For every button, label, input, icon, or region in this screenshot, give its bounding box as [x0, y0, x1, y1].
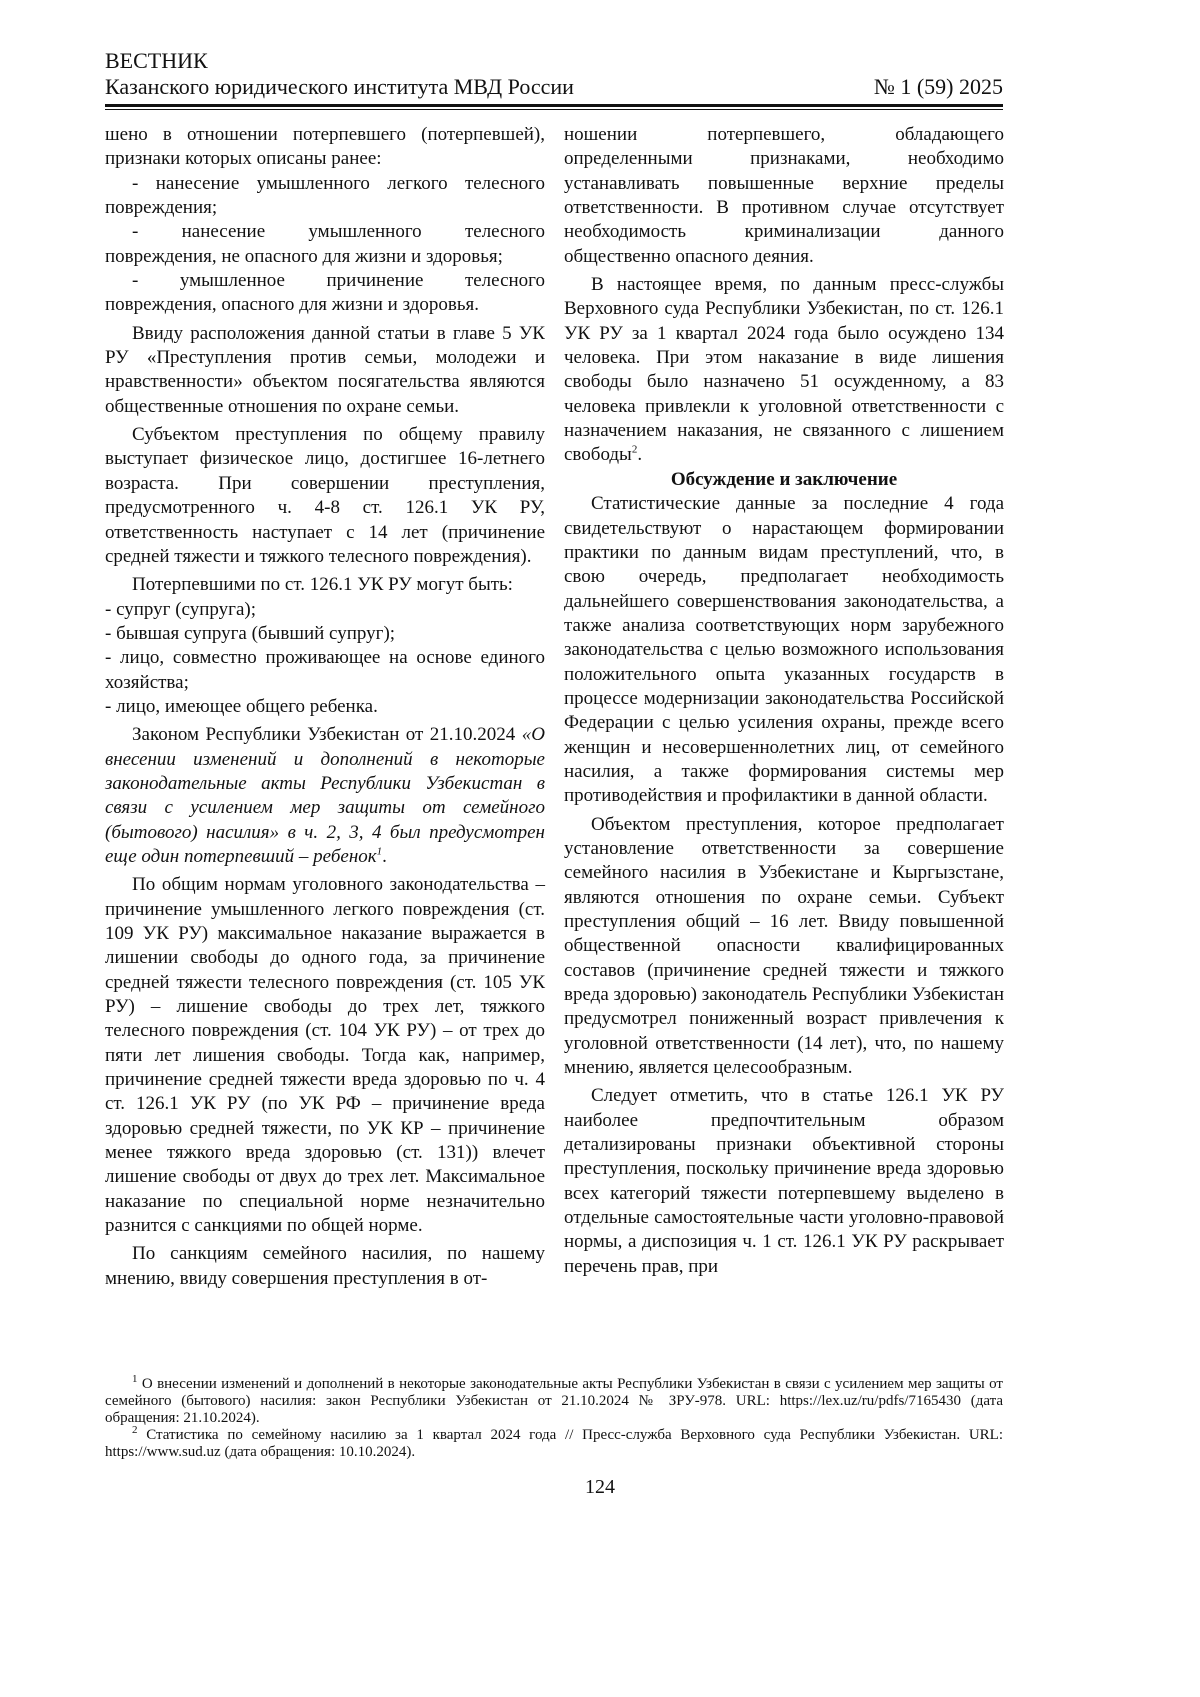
- law-title: «О внесении изменений и дополнений в некоторые законодательные акты Республики Узбекистан в связи с усилением мер защиты от семейного (бытового) насилия» в ч. 2, 3, 4 был предусмотрен еще один потерпевший – ребенок1: [105, 724, 545, 867]
- footnote: 1 О внесении изменений и дополнений в некоторые законодательные акты Республики Узбекистан в связи с усилением мер защиты от семейного (бытового) насилия: закон Республики Узбекистан от 21.10.2024 № ЗРУ-978. URL: https://lex.uz/ru/pdfs/7165430 (дата обращения: 21.10.2024).: [105, 1376, 1003, 1427]
- section-heading: Обсуждение и заключение: [564, 468, 1004, 492]
- list-item: - умышленное причинение телесного повреждения, опасного для жизни и здоровья.: [105, 269, 545, 318]
- left-column: [105, 123, 545, 1291]
- paragraph: Потерпевшими по ст. 126.1 УК РУ могут быть:: [105, 573, 545, 597]
- running-header: [105, 48, 1003, 110]
- footnote-ref: 1: [377, 846, 383, 858]
- list-item: - нанесение умышленного телесного повреждения, не опасного для жизни и здоровья;: [105, 220, 545, 269]
- paragraph: Объектом преступления, которое предполагает установление ответственности за совершение семейного насилия в Узбекистане и Кыргызстане, являются отношения по охране семьи. Субъект преступления общий – 16 лет. Ввиду повышенной общественной опасности квалифицированных составов (причинение средней тяжести и тяжкого вреда здоровью) законодатель Республики Узбекистан предусмотрел пониженный возраст привлечения к уголовной ответственности (14 лет), что, по нашему мнению, является целесообразным.: [564, 813, 1004, 1081]
- list-item: - лицо, совместно проживающее на основе единого хозяйства;: [105, 646, 545, 695]
- footnote: 2 Статистика по семейному насилию за 1 квартал 2024 года // Пресс-служба Верховного суда Республики Узбекистан. URL: https://www.sud.uz (дата обращения: 10.10.2024).: [105, 1427, 1003, 1461]
- list-item: - супруг (супруга);: [105, 598, 545, 622]
- paragraph: По общим нормам уголовного законодательства – причинение умышленного легкого повреждения (ст. 109 УК РУ) максимальное наказание выражается в лишении свободы до одного года, за причинение средней тяжести телесного повреждения (ст. 105 УК РУ) – лишение свободы до трех лет, тяжкого телесного повреждения (ст. 104 УК РУ) – от трех до пяти лет лишения свободы. Тогда как, например, причинение средней тяжести вреда здоровью по ч. 4 ст. 126.1 УК РУ (по УК РФ – причинение вреда здоровью средней тяжести, по УК КР – причинение менее тяжкого вреда здоровью (ст. 131)) влечет лишение свободы от двух до трех лет. Максимальное наказание по специальной норме незначительно разнится с санкциями по общей норме.: [105, 873, 545, 1238]
- journal-title: ВЕСТНИК: [105, 48, 1003, 74]
- list-item: - бывшая супруга (бывший супруг);: [105, 622, 545, 646]
- right-column: [564, 123, 1004, 1279]
- header-rule-thick: [105, 104, 1003, 107]
- paragraph: шено в отношении потерпевшего (потерпевшей), признаки которых описаны ранее:: [105, 123, 545, 172]
- paragraph-law: Законом Республики Узбекистан от 21.10.2024 «О внесении изменений и дополнений в некоторые законодательные акты Республики Узбекистан в связи с усилением мер защиты от семейного (бытового) насилия» в ч. 2, 3, 4 был предусмотрен еще один потерпевший – ребенок1.: [105, 723, 545, 869]
- issue-number: № 1 (59) 2025: [874, 74, 1003, 100]
- header-rule-thin: [105, 109, 1003, 110]
- footnotes: [105, 1376, 1003, 1461]
- paragraph: Субъектом преступления по общему правилу выступает физическое лицо, достигшее 16-летнего возраста. При совершении преступления, предусмотренного ч. 4-8 ст. 126.1 УК РУ, ответственность наступает с 14 лет (причинение средней тяжести и тяжкого телесного повреждения).: [105, 423, 545, 569]
- paragraph: Статистические данные за последние 4 года свидетельствуют о нарастающем формировании практики по данным видам преступлений, что, в свою очередь, предполагает необходимость дальнейшего совершенствования законодательства, а также анализа соответствующих норм зарубежного законодательства с целью возможного использования положительного опыта указанных государств в процессе модернизации законодательства Российской Федерации с целью усиления охраны, прежде всего женщин и несовершеннолетних лиц, от семейного насилия, а также формирования системы мер противодействия и профилактики в данной области.: [564, 492, 1004, 808]
- paragraph: Следует отметить, что в статье 126.1 УК РУ наиболее предпочтительным образом детализированы признаки объективной стороны преступления, поскольку причинение вреда здоровью всех категорий тяжести потерпевшему выделено в отдельные самостоятельные части уголовно-правовой нормы, а диспозиция ч. 1 ст. 126.1 УК РУ раскрывает перечень прав, при: [564, 1084, 1004, 1279]
- paragraph: Ввиду расположения данной статьи в главе 5 УК РУ «Преступления против семьи, молодежи и нравственности» объектом посягательства являются общественные отношения по охране семьи.: [105, 322, 545, 419]
- paragraph: По санкциям семейного насилия, по нашему мнению, ввиду совершения преступления в от-: [105, 1242, 545, 1291]
- paragraph: ношении потерпевшего, обладающего определенными признаками, необходимо устанавливать повышенные верхние пределы ответственности. В противном случае отсутствует необходимость криминализации данного общественно опасного деяния.: [564, 123, 1004, 269]
- page-number: 124: [0, 1476, 1200, 1499]
- journal-subtitle: Казанского юридического института МВД России: [105, 74, 574, 100]
- footnote-ref: 2: [632, 444, 638, 456]
- list-item: - нанесение умышленного легкого телесного повреждения;: [105, 172, 545, 221]
- paragraph-statistics: В настоящее время, по данным пресс-службы Верховного суда Республики Узбекистан, по ст. 126.1 УК РУ за 1 квартал 2024 года было осуждено 134 человека. При этом наказание в виде лишения свободы было назначено 51 осужденному, а 83 человека привлекли к уголовной ответственности с назначением наказания, не связанного с лишением свободы2.: [564, 273, 1004, 468]
- list-item: - лицо, имеющее общего ребенка.: [105, 695, 545, 719]
